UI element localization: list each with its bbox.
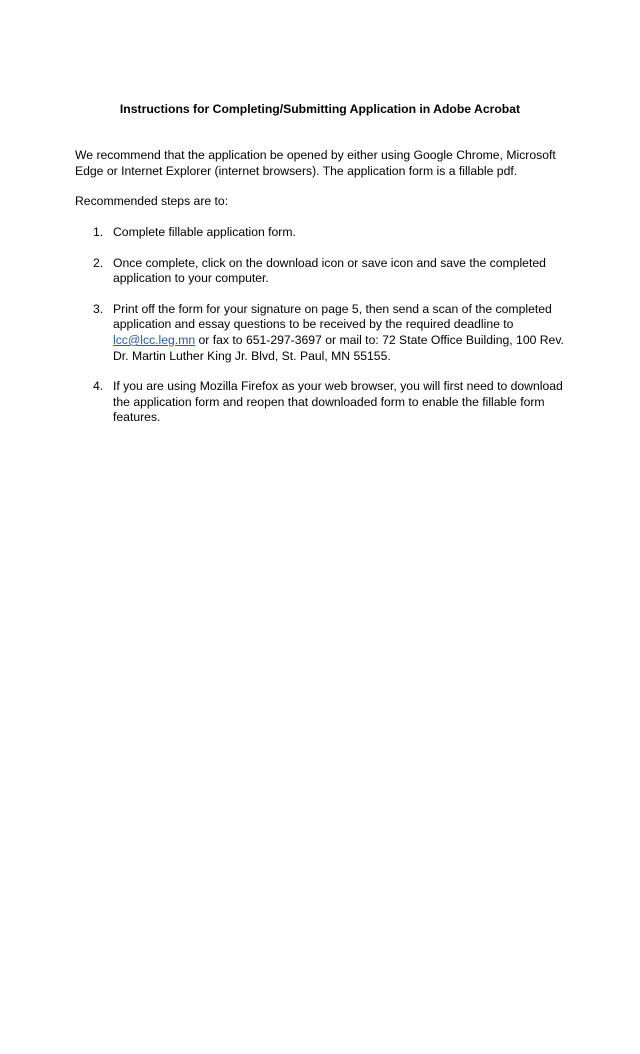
steps-lead-text: Recommended steps are to: <box>75 194 229 208</box>
document-title: Instructions for Completing/Submitting Application in Adobe Acrobat <box>119 102 521 116</box>
step-text: Once complete, click on the download icon or save icon and save the completed application to your computer. <box>113 255 546 286</box>
step-number: 4. <box>93 379 104 394</box>
step-text-before-email: Print off the form for your signature on page 5, then send a scan of the completed application and essay questions to be received by the required deadline to <box>113 301 552 332</box>
intro-paragraph: We recommend that the application be opened by either using Google Chrome, Microsoft Edge or Internet Explorer (internet browsers). The application form is a fillable pdf. <box>75 148 556 178</box>
step-number: 2. <box>93 255 104 270</box>
step-number: 3. <box>93 301 104 316</box>
step-item-2 <box>75 256 575 287</box>
email-link[interactable]: lcc@lcc.leg.mn <box>113 332 196 347</box>
steps-list <box>75 225 575 441</box>
step-text-after-email: or fax to 651-297-3697 or mail to: 72 State Office Building, 100 Rev. Dr. Martin Luther King Jr. Blvd, St. Paul, MN 55155. <box>113 332 564 363</box>
step-text: Complete fillable application form. <box>113 225 296 239</box>
step-item-3 <box>75 302 575 364</box>
step-text: If you are using Mozilla Firefox as your web browser, you will first need to download the application form and reopen that downloaded form to enable the fillable form features. <box>113 379 563 425</box>
step-item-4 <box>75 379 575 426</box>
step-item-1 <box>75 225 575 241</box>
step-number: 1. <box>93 225 104 239</box>
